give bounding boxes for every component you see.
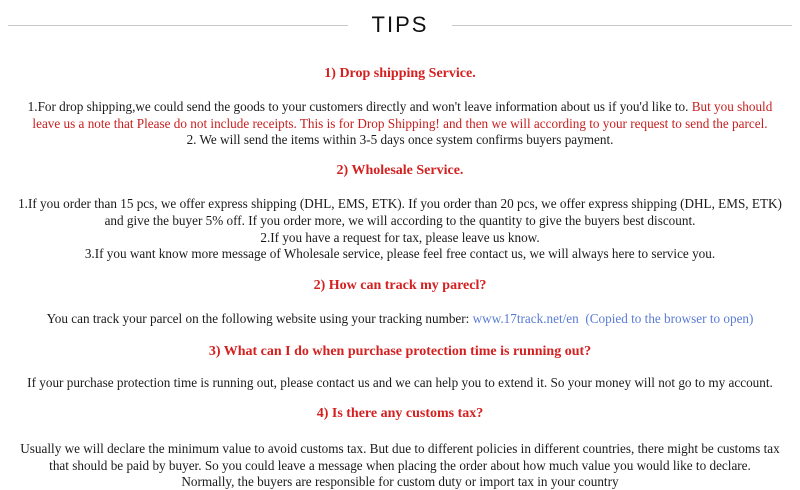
- drop-shipping-text: 1.For drop shipping,we could send the goods to your customers directly and won't leave information about us if you'd like to.: [27, 99, 689, 114]
- header-divider-right: [452, 25, 792, 26]
- section-heading-customs: 4) Is there any customs tax?: [316, 406, 484, 421]
- section-heading-wholesale: 2) Wholesale Service.: [336, 163, 464, 178]
- customs-paragraph-2: Normally, the buyers are responsible for custom duty or import tax in your country: [181, 474, 619, 489]
- section-heading-protection: 3) What can I do when purchase protection time is running out?: [208, 344, 592, 359]
- wholesale-paragraph-1: 1.If you order than 15 pcs, we offer express shipping (DHL, EMS, ETK). If you order than 20 pcs, we offer express shipping (DHL, EMS, ETK) and give the buyer 5% off. If you order more, we will according to the quantity to give the buyers best discount.: [18, 196, 782, 228]
- tracking-text: You can track your parcel on the following website using your tracking number:: [46, 311, 470, 326]
- tracking-link[interactable]: www.17track.net/en: [472, 311, 579, 326]
- tracking-paragraph: [14, 310, 786, 327]
- protection-paragraph: If your purchase protection time is running out, please contact us and we can help you to extend it. So your money will not go to my account.: [27, 375, 773, 390]
- section-heading-tracking: 2) How can track my parecl?: [313, 278, 487, 293]
- header-divider-left: [8, 25, 348, 26]
- drop-shipping-paragraph-1: [14, 98, 786, 132]
- drop-shipping-note: But you should leave us a note that Please do not include receipts. This is for Drop Shipping! and then we will according to your request to send the parcel.: [32, 99, 773, 131]
- page-title: TIPS: [371, 12, 429, 37]
- drop-shipping-paragraph-2: 2. We will send the items within 3-5 days once system confirms buyers payment.: [186, 132, 614, 147]
- tips-header: [0, 0, 800, 56]
- section-heading-drop-shipping: 1) Drop shipping Service.: [324, 66, 476, 81]
- tracking-note: (Copied to the browser to open): [585, 311, 754, 326]
- wholesale-paragraph-2: 2.If you have a request for tax, please leave us know.: [260, 230, 540, 245]
- wholesale-paragraph-3: 3.If you want know more message of Wholesale service, please feel free contact us, we will always here to service you.: [84, 246, 716, 261]
- customs-paragraph-1: Usually we will declare the minimum value to avoid customs tax. But due to different policies in different countries, there might be customs tax that should be paid by buyer. So you could leave a message when placing the order about how much value you would like to declare.: [20, 441, 780, 473]
